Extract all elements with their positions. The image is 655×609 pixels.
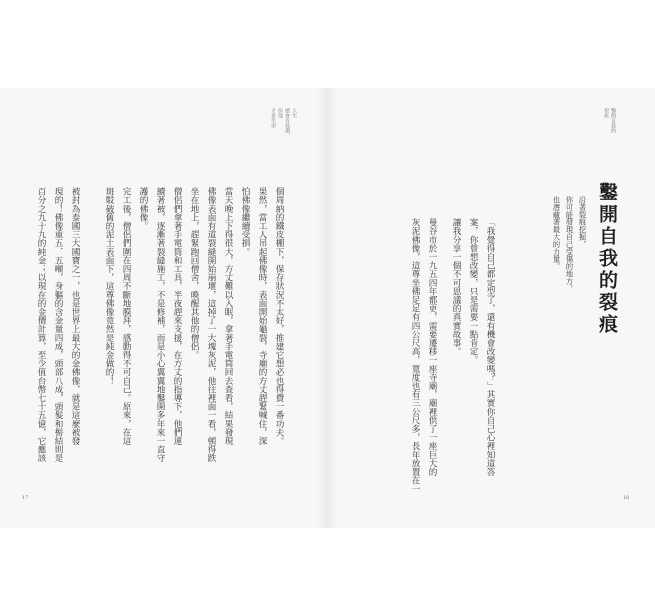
body-column: 案，你曾想改變，只是需要一點肯定。 [468,218,478,365]
body-column: 護的佛像。 [138,187,148,230]
body-column: 僧侶們拿著手電筒和工具，半夜趕來支援，在方丈的指導下，他們連 [172,187,182,445]
page-number: 16 [623,495,630,501]
book-spread [0,88,655,528]
body-column: 斑駁破舊的泥土表面下，這尊佛像竟然是純金做的！ [104,187,114,385]
body-column: 被封為泰國三大國寶之一，也是世界上最大的金佛像，就是這麼被發 [70,187,80,445]
running-head-line: 裂痕 [603,108,609,118]
epigraph-line: 你可能發現自己受傷的地方， [565,196,574,293]
body-column: 個周納的鐵皮棚下，保存狀況不太好，推建它想必也得費一番功夫。 [274,187,284,445]
running-head-line: 鑿開自我的 [610,108,616,133]
left-page [0,88,327,528]
page-number: 17 [22,495,29,501]
body-column: 「我覺得自己都定型了，還有機會改變嗎？」其實你自己心裡知道答 [485,218,495,476]
body-column: 曼谷市於一九五四年都更，需要遷移一座寺廟，廟裡供了一座巨大的 [427,218,437,476]
epigraph-line: 也潛藏著最大的力量。 [552,196,561,270]
running-head-line: 人生 [291,108,297,118]
chapter-title: 鑿開自我的裂痕 [596,182,618,336]
running-head-line: 才是生命 [270,108,276,128]
body-column: 坐在地上，趕緊跑回僧舍，喚醒其他的僧侶。 [189,187,199,359]
body-column: 讓我分享一個不可思議的真實故事。 [451,218,461,356]
body-column: 百分之九十九的純金；以現在的金價計算，至少值台幣七十五億，它應該 [36,187,46,463]
right-page [327,88,655,528]
body-column: 現的！佛像重五．五噸，身軀的含金量四成，頭部八成，頭髮和髻結則是 [53,187,63,463]
body-column: 當天晚上下得很大，方丈難以入眠，拿著手電筒回去查看，結果發現 [223,187,233,445]
body-column: 果然，當工人吊起佛像時，表面開始龜裂，寺廟的方丈趕緊喊住，深 [257,187,267,445]
epigraph-line: 沿著裂痕挖掘， [578,196,587,248]
body-column: 灰泥佛像，這尊坐佛足足有四公尺高，寬度也有三公尺多，長年放置在一 [410,218,420,494]
running-head-line: 但他 [277,108,283,118]
body-column: 續著被，逐漸著裂縫施工，不是修補，而是小心翼翼地鑿開多年來一直守 [155,187,165,463]
body-column: 完工後，僧侶們圍在四周不斷地膜拜，感動得不可自己。原來，在這 [121,187,131,445]
running-head-line: 總會有低潮， [284,108,290,138]
body-column: 怕佛像繼續受損。 [240,187,250,256]
body-column: 佛像表面有道裂縫開始崩壞，這掉了一大塊灰泥，他往裡面一看，頓得跌 [206,187,216,463]
